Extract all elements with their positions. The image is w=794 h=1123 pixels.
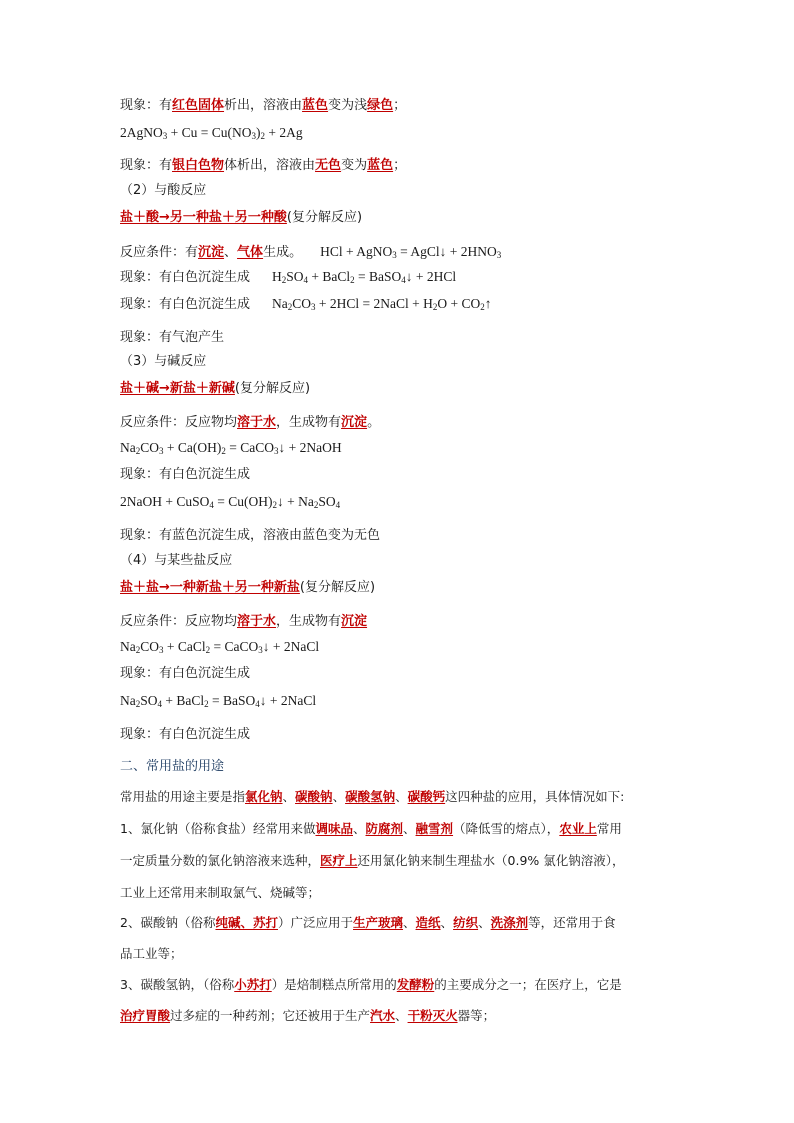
phenomenon-line: 现象：有白色沉淀生成 $Na_2CO_3 + 2HCl$ = 2NaCl + $H_2O$ + $CO_2↑$ — [120, 296, 492, 312]
reaction-rule: 盐＋盐→一种新盐＋另一种新盐(复分解反应) — [120, 580, 376, 595]
uses-intro: 常用盐的用途主要是指氯化钠、碳酸钠、碳酸氢钠、碳酸钙这四种盐的应用，具体情况如下: — [120, 789, 625, 804]
section-heading: （2）与酸反应 — [120, 183, 207, 198]
phenomenon-line: 现象：有气泡产生 — [120, 330, 225, 345]
phenomenon-line: 现象：有白色沉淀生成 — [120, 666, 251, 681]
equation: $Na_2CO_3 + Ca(OH)_2$ = CaCO$_3$↓ + 2NaOH — [120, 440, 342, 456]
equation: $Na_2CO_3$ + CaCl$_2$ = CaCO$_3$↓ + 2NaCl — [120, 639, 320, 655]
section-heading: （4）与某些盐反应 — [120, 553, 233, 568]
phenomenon-line: 现象：有红色固体析出，溶液由蓝色变为浅绿色； — [120, 98, 407, 113]
reaction-rule: 盐＋碱→新盐＋新碱(复分解反应) — [120, 381, 311, 396]
section-heading: （3）与碱反应 — [120, 354, 207, 369]
use-item-sodium-chloride: 1、氯化钠（俗称食盐）经常用来做调味品、防腐剂、融雪剂（降低雪的熔点），农业上常用 — [120, 821, 622, 836]
use-item-sodium-bicarbonate: 治疗胃酸过多症的一种药剂；它还被用于生产汽水、干粉灭火器等； — [120, 1008, 496, 1023]
phenomenon-line: 现象：有白色沉淀生成 — [120, 467, 251, 482]
reaction-condition: 反应条件：有沉淀、气体生成。 HCl + AgNO$_3$ = AgCl↓ + $2HNO_3$ — [120, 244, 502, 260]
chapter-heading: 二、常用盐的用途 — [120, 759, 225, 774]
phenomenon-line: 现象：有蓝色沉淀生成，溶液由蓝色变为无色 — [120, 528, 381, 543]
use-item-sodium-carbonate: 品工业等； — [120, 946, 183, 961]
equation: 2NaOH + CuSO$_4$ = $Cu(OH)_2↓ + Na_2SO_4$ — [120, 494, 341, 510]
phenomenon-line: 现象：有银白色物体析出，溶液由无色变为蓝色； — [120, 158, 407, 173]
phenomenon-line: 现象：有白色沉淀生成 $H_2SO_4$ + BaCl$_2$ = BaSO$_4$↓ + 2HCl — [120, 269, 457, 285]
equation: $Na_2SO_4$ + BaCl$_2$ = BaSO$_4$↓ + 2NaCl — [120, 693, 317, 709]
reaction-condition: 反应条件：反应物均溶于水，生成物有沉淀。 — [120, 415, 381, 430]
equation: 2AgNO$_3$ + $Cu = Cu(NO_3)_2 + 2Ag$ — [120, 125, 303, 141]
use-item-sodium-bicarbonate: 3、碳酸氢钠，（俗称小苏打）是焙制糕点所常用的发酵粉的主要成分之一；在医疗上，它是 — [120, 977, 622, 992]
use-item-sodium-chloride: 工业上还常用来制取氯气、烧碱等； — [120, 885, 321, 900]
use-item-sodium-chloride: 一定质量分数的氯化钠溶液来选种，医疗上还用氯化钠来制生理盐水（0.9% 氯化钠溶液）， — [120, 853, 625, 868]
reaction-condition: 反应条件：反应物均溶于水，生成物有沉淀 — [120, 614, 368, 629]
phenomenon-line: 现象：有白色沉淀生成 — [120, 727, 251, 742]
use-item-sodium-carbonate: 2、碳酸钠（俗称纯碱、苏打）广泛应用于生产玻璃、造纸、纺织、洗涤剂等，还常用于食 — [120, 915, 616, 930]
reaction-rule: 盐＋酸→另一种盐＋另一种酸(复分解反应) — [120, 210, 363, 225]
